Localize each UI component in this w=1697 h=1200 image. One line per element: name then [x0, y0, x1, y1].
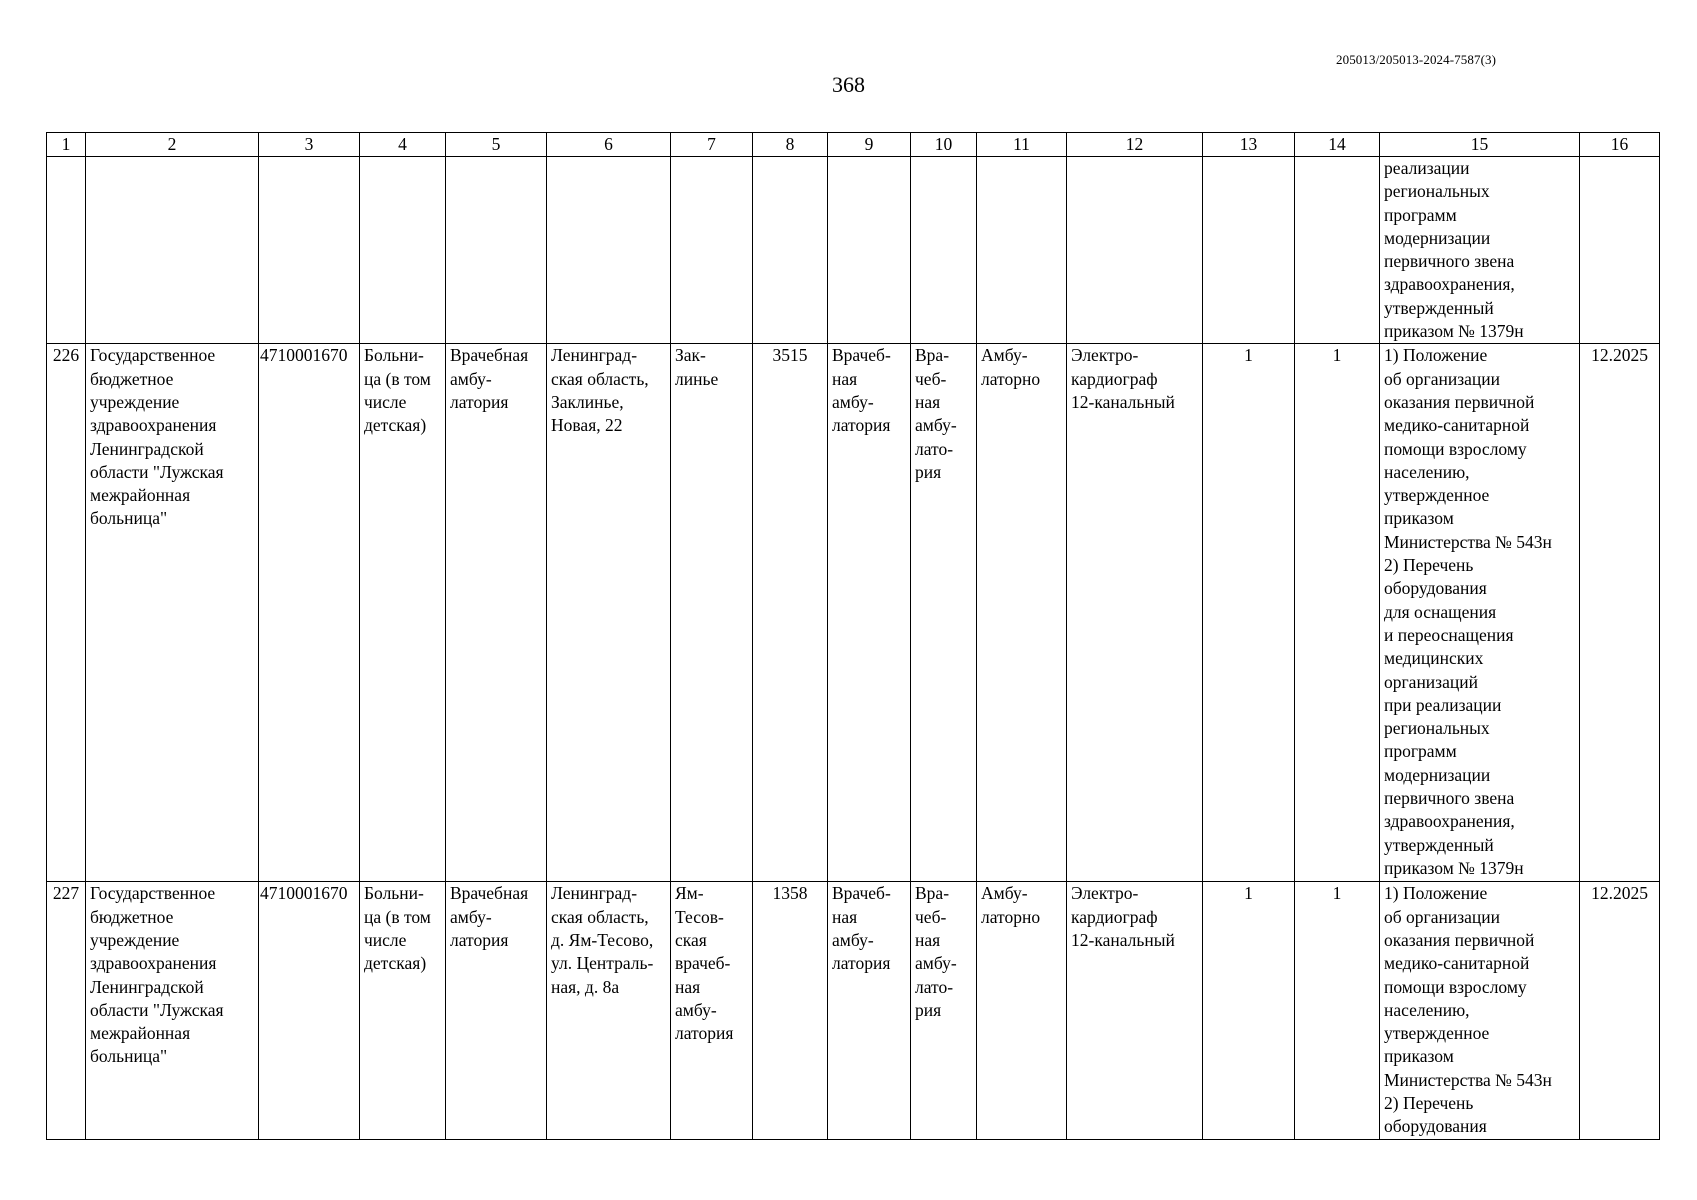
unit-name-cell: Зак- линье	[671, 344, 753, 882]
column-number-row	[47, 133, 1660, 157]
quantity-cell: 1	[1295, 882, 1380, 1139]
quantity-cell: 1	[1295, 344, 1380, 882]
col-header-9: 9	[828, 133, 911, 157]
inn-cell: 4710001670	[259, 344, 360, 882]
organization-name-cell: Государственное бюджетное учреждение здравоохранения Ленинградской области "Лужская межрайонная больница"	[86, 344, 259, 882]
structural-unit-cell: Вра- чеб- ная амбу- лато- рия	[911, 882, 977, 1139]
table-cell	[1580, 157, 1660, 344]
care-conditions-cell: Амбу- латорно	[977, 344, 1067, 882]
col-header-1: 1	[47, 133, 86, 157]
table-cell	[259, 157, 360, 344]
table-cell	[671, 157, 753, 344]
subdivision-cell: Врачеб- ная амбу- латория	[828, 344, 911, 882]
col-header-5: 5	[446, 133, 547, 157]
row-number-cell: 227	[47, 882, 86, 1139]
table-row	[47, 344, 1660, 882]
table-row	[47, 882, 1660, 1139]
col-header-15: 15	[1380, 133, 1580, 157]
equipment-name-cell: Электро- кардиограф 12-канальный	[1067, 882, 1203, 1139]
col-header-14: 14	[1295, 133, 1380, 157]
organization-name-cell: Государственное бюджетное учреждение здравоохранения Ленинградской области "Лужская межрайонная больница"	[86, 882, 259, 1139]
regulation-basis-cell: 1) Положение об организации оказания первичной медико-санитарной помощи взрослому населению, утвержденное приказом Министерства № 543н 2) Перечень оборудования для оснащения и переоснащения медицинских организаций при реализации региональных программ модернизации первичного звена здравоохранения, утвержденный приказом № 1379н	[1380, 344, 1580, 882]
page-number: 368	[832, 72, 865, 97]
structural-unit-cell: Вра- чеб- ная амбу- лато- рия	[911, 344, 977, 882]
table-cell	[1203, 157, 1295, 344]
table-cell	[1295, 157, 1380, 344]
equipment-name-cell: Электро- кардиограф 12-канальный	[1067, 344, 1203, 882]
table-cell	[911, 157, 977, 344]
table-cell	[86, 157, 259, 344]
address-cell: Ленинград- ская область, Заклинье, Новая, 22	[547, 344, 671, 882]
table-cell	[977, 157, 1067, 344]
col-header-11: 11	[977, 133, 1067, 157]
population-cell: 3515	[753, 344, 828, 882]
subdivision-cell: Врачеб- ная амбу- латория	[828, 882, 911, 1139]
table-row-continuation	[47, 157, 1660, 344]
care-conditions-cell: Амбу- латорно	[977, 882, 1067, 1139]
deadline-cell: 12.2025	[1580, 882, 1660, 1139]
col-header-4: 4	[360, 133, 446, 157]
col-header-12: 12	[1067, 133, 1203, 157]
col-header-6: 6	[547, 133, 671, 157]
table-cell	[360, 157, 446, 344]
table-cell	[753, 157, 828, 344]
address-cell: Ленинград- ская область, д. Ям-Тесово, ул. Централь- ная, д. 8а	[547, 882, 671, 1139]
quantity-cell: 1	[1203, 344, 1295, 882]
regulation-basis-cell: 1) Положение об организации оказания первичной медико-санитарной помощи взрослому населению, утвержденное приказом Министерства № 543н 2) Перечень оборудования	[1380, 882, 1580, 1139]
unit-name-cell: Ям- Тесов- ская врачеб- ная амбу- латория	[671, 882, 753, 1139]
col-header-3: 3	[259, 133, 360, 157]
inn-cell: 4710001670	[259, 882, 360, 1139]
organization-type-cell: Больни- ца (в том числе детская)	[360, 344, 446, 882]
quantity-cell: 1	[1203, 882, 1295, 1139]
unit-type-cell: Врачебная амбу- латория	[446, 882, 547, 1139]
table-cell	[828, 157, 911, 344]
population-cell: 1358	[753, 882, 828, 1139]
col-header-16: 16	[1580, 133, 1660, 157]
unit-type-cell: Врачебная амбу- латория	[446, 344, 547, 882]
organization-type-cell: Больни- ца (в том числе детская)	[360, 882, 446, 1139]
col-header-8: 8	[753, 133, 828, 157]
col-header-10: 10	[911, 133, 977, 157]
col-header-7: 7	[671, 133, 753, 157]
table-cell	[547, 157, 671, 344]
col-header-13: 13	[1203, 133, 1295, 157]
equipment-table	[46, 132, 1660, 1140]
row-number-cell: 226	[47, 344, 86, 882]
table-cell	[47, 157, 86, 344]
document-reference: 205013/205013-2024-7587(3)	[1336, 52, 1497, 67]
deadline-cell: 12.2025	[1580, 344, 1660, 882]
regulation-basis-cell: реализации региональных программ модернизации первичного звена здравоохранения, утвержденный приказом № 1379н	[1380, 157, 1580, 344]
col-header-2: 2	[86, 133, 259, 157]
table-cell	[446, 157, 547, 344]
table-cell	[1067, 157, 1203, 344]
